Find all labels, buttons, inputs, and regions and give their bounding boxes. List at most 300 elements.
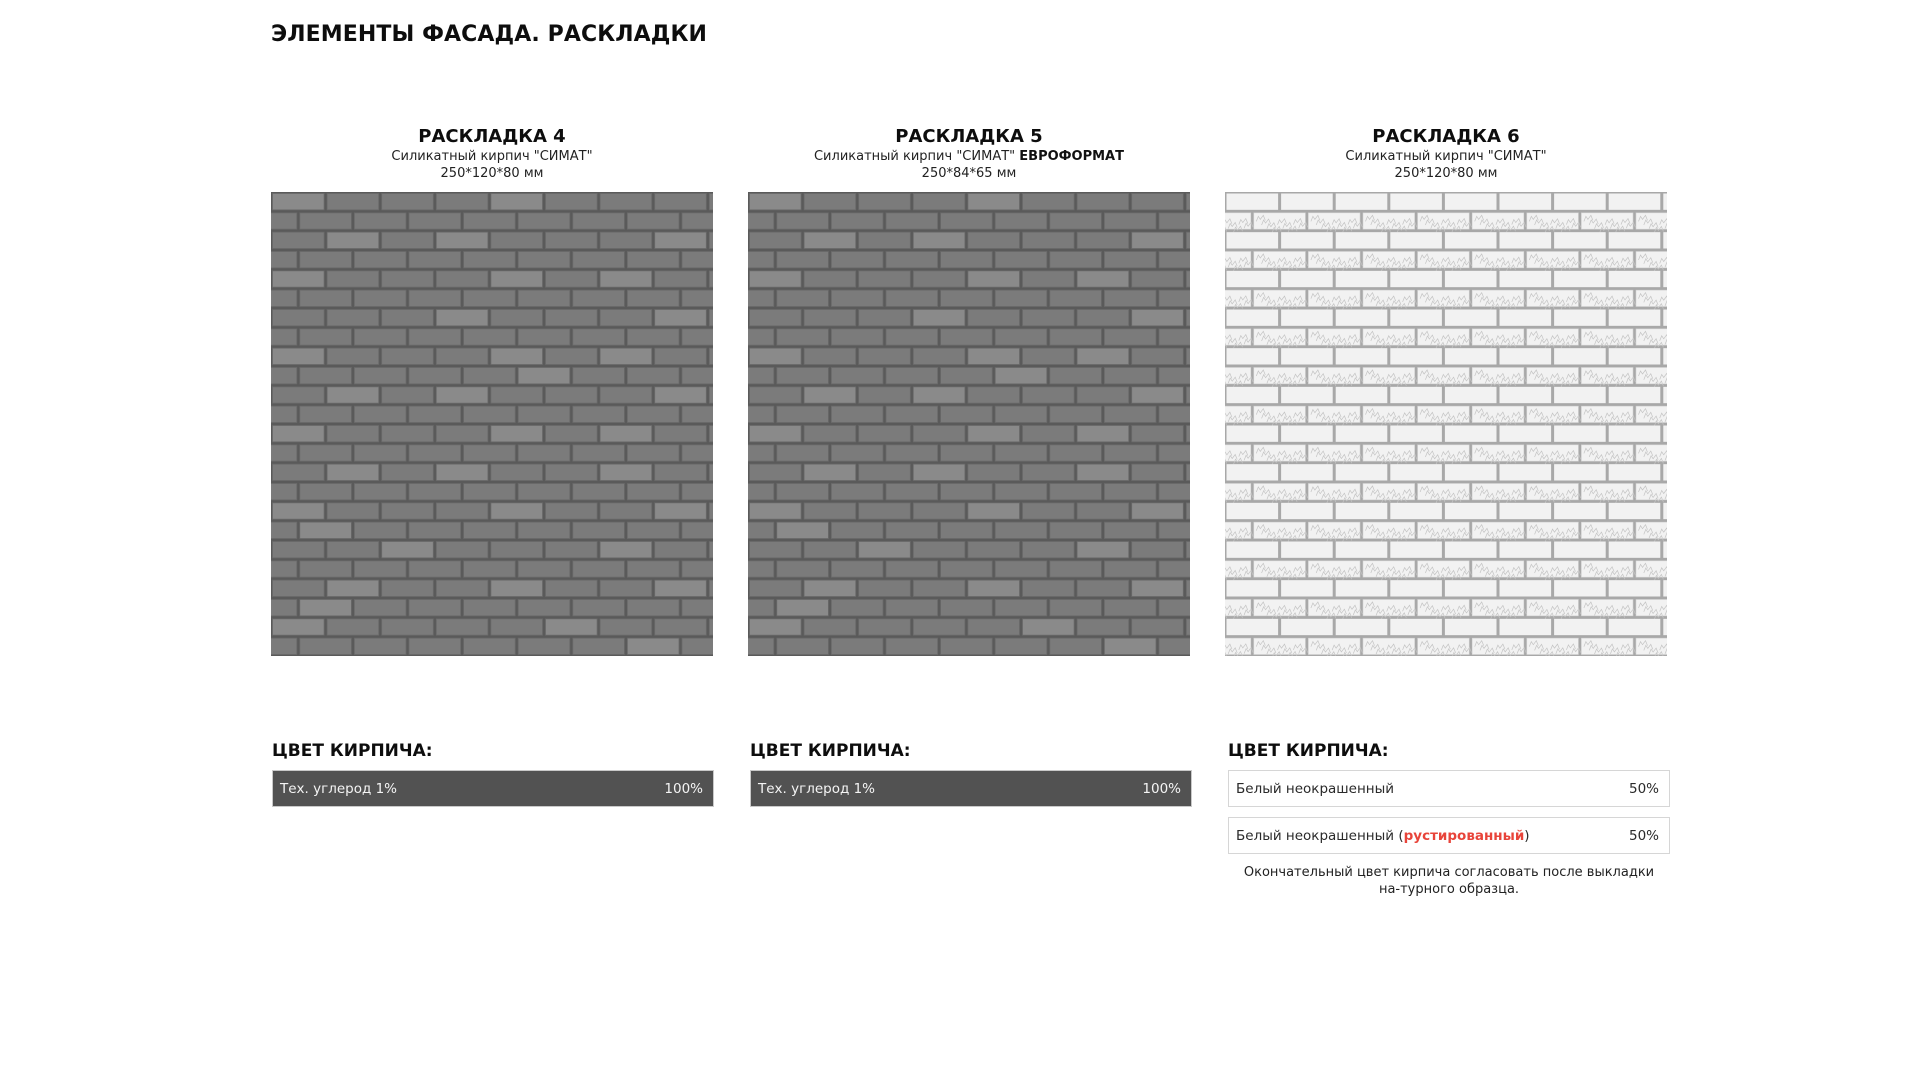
brick [1227,542,1279,558]
brick [655,348,707,364]
brick [968,464,1020,480]
brick [436,232,488,248]
brick [886,329,938,345]
brick [1500,464,1552,480]
brick [913,271,965,287]
brick [1281,580,1333,596]
brick [491,464,543,480]
brick [995,290,1047,306]
brick [627,561,679,577]
page-title: ЭЛЕМЕНТЫ ФАСАДА. РАСКЛАДКИ [271,22,708,47]
brick [1104,406,1156,422]
brick [1554,194,1606,210]
brick [546,580,598,596]
brick [464,445,516,461]
brick [995,638,1047,654]
brick [464,252,516,268]
brick [831,445,883,461]
brick [382,194,434,210]
brick [777,522,829,538]
brick [1390,503,1442,519]
brick [1132,310,1184,326]
brick [300,252,352,268]
brick [573,406,625,422]
brick [913,464,965,480]
brick [941,290,993,306]
brick [655,503,707,519]
brick [271,213,297,229]
brick [409,484,461,500]
brick [1159,213,1190,229]
brick [886,290,938,306]
brick [600,348,652,364]
layout-title: РАСКЛАДКА 6 [1372,126,1520,147]
brick [1500,580,1552,596]
brick [804,310,856,326]
color-row [272,770,714,807]
brick [271,484,297,500]
brick [518,329,570,345]
brick [1077,580,1129,596]
brick [1445,348,1497,364]
brick [546,542,598,558]
brick [1186,232,1190,248]
brick [831,290,883,306]
brick [1159,252,1190,268]
brick [886,213,938,229]
brick [627,522,679,538]
brick [1500,348,1552,364]
brick [750,503,802,519]
brick [709,464,713,480]
brick [1132,348,1184,364]
brick [655,271,707,287]
brick [1445,503,1497,519]
brick [1186,348,1190,364]
brick [273,232,325,248]
brick [273,619,325,635]
brick [491,580,543,596]
brick [573,368,625,384]
brick [409,213,461,229]
brick [1336,194,1388,210]
brick [1023,426,1075,442]
brick [1390,580,1442,596]
brick [1050,638,1102,654]
brick [709,348,713,364]
brick [709,194,713,210]
brick [409,445,461,461]
brick [748,213,774,229]
brick [271,561,297,577]
brick [1281,464,1333,480]
brick [913,387,965,403]
brick [409,252,461,268]
brick [1609,271,1661,287]
layout-card-6 [1225,126,1667,656]
brick [271,368,297,384]
layout-card-4 [271,126,713,656]
brick [1023,194,1075,210]
brick-pattern-panel [1225,192,1667,656]
brick [913,194,965,210]
brick [709,426,713,442]
brick [518,600,570,616]
brick [995,329,1047,345]
brick-color-section [750,740,1192,817]
brick [968,580,1020,596]
brick [546,310,598,326]
brick [1609,464,1661,480]
brick [913,503,965,519]
brick [1159,600,1190,616]
brick [300,445,352,461]
brick [913,542,965,558]
brick [1186,542,1190,558]
brick [859,542,911,558]
brick [409,638,461,654]
brick [859,387,911,403]
brick [777,290,829,306]
brick [436,426,488,442]
brick [1104,290,1156,306]
brick [682,290,713,306]
brick [1186,194,1190,210]
brick [748,484,774,500]
brick [1609,542,1661,558]
layout-material [271,148,713,165]
brick [382,580,434,596]
brick [327,503,379,519]
brick [859,194,911,210]
brick [886,252,938,268]
brick [273,580,325,596]
brick [1336,387,1388,403]
brick [941,368,993,384]
brick [913,619,965,635]
brick [546,271,598,287]
brick [941,445,993,461]
brick [1159,638,1190,654]
brick [1077,464,1129,480]
color-percent: 100% [1142,780,1181,797]
brick [354,406,406,422]
brick [464,484,516,500]
brick [464,638,516,654]
brick [777,561,829,577]
brick [1132,580,1184,596]
color-row [750,770,1192,807]
brick [1159,406,1190,422]
brick [913,232,965,248]
brick [1554,464,1606,480]
brick [1554,542,1606,558]
brick [655,232,707,248]
brick [859,232,911,248]
brick [1159,368,1190,384]
brick [1050,522,1102,538]
color-percent: 50% [1628,827,1659,844]
color-label-accent: рустированный [1403,827,1525,844]
brick [327,310,379,326]
brick [327,271,379,287]
brick [750,232,802,248]
brick [1050,290,1102,306]
brick [968,387,1020,403]
brick [491,232,543,248]
brick [1159,484,1190,500]
brick [1500,271,1552,287]
layout-header [1225,126,1667,192]
brick [709,271,713,287]
brick [1663,387,1667,403]
brick [354,329,406,345]
brick [1104,213,1156,229]
color-label: Тех. углерод 1% [758,780,876,797]
brick [1336,464,1388,480]
brick [1132,464,1184,480]
brick [1390,348,1442,364]
brick [968,348,1020,364]
brick [1500,310,1552,326]
brick [436,310,488,326]
brick [804,426,856,442]
brick [1609,619,1661,635]
brick [1077,542,1129,558]
brick [382,348,434,364]
brick [1159,329,1190,345]
brick [491,310,543,326]
brick [327,542,379,558]
brick [1104,600,1156,616]
brick [1132,542,1184,558]
brick [995,445,1047,461]
rusticated-brick [1363,638,1417,656]
brick [1104,329,1156,345]
brick [1186,619,1190,635]
brick [1132,426,1184,442]
brick [655,619,707,635]
brick [627,290,679,306]
brick [1500,426,1552,442]
brick [1663,580,1667,596]
brick [1663,271,1667,287]
brick [382,619,434,635]
brick [1445,310,1497,326]
brick [1159,290,1190,306]
brick [655,580,707,596]
brick [859,464,911,480]
brick [300,290,352,306]
brick [1227,232,1279,248]
layout-header [271,126,713,192]
brick [300,213,352,229]
brick [382,387,434,403]
brick [1132,271,1184,287]
brick [750,580,802,596]
brick [436,619,488,635]
brick [1023,310,1075,326]
brick [682,213,713,229]
brick [750,387,802,403]
brick [273,387,325,403]
brick [1663,194,1667,210]
brick [518,445,570,461]
brick [859,580,911,596]
brick [1554,580,1606,596]
brick [1023,580,1075,596]
brick [518,638,570,654]
brick [464,522,516,538]
brick [1336,271,1388,287]
brick [1227,426,1279,442]
brick [464,406,516,422]
brick [1050,484,1102,500]
brick [1500,194,1552,210]
brick [354,522,406,538]
brick [1227,387,1279,403]
brick [409,368,461,384]
brick [1390,619,1442,635]
brick [354,368,406,384]
brick [1281,271,1333,287]
brick [709,619,713,635]
brick [1663,619,1667,635]
brick [1609,348,1661,364]
brick [941,406,993,422]
brick [1104,561,1156,577]
brick [682,638,713,654]
brick [382,542,434,558]
brick [859,503,911,519]
rusticated-brick [1308,638,1362,656]
brick [1609,387,1661,403]
brick [491,387,543,403]
brick [436,580,488,596]
color-percent: 100% [664,780,703,797]
brick [1077,387,1129,403]
brick [831,252,883,268]
brick [750,348,802,364]
brick [546,194,598,210]
brick [409,600,461,616]
brick [831,213,883,229]
brick [804,464,856,480]
brick [1500,503,1552,519]
brick [327,232,379,248]
brick [382,464,434,480]
brick [271,445,297,461]
brick [941,329,993,345]
brick [1281,503,1333,519]
brick [1445,271,1497,287]
brick [804,542,856,558]
brick [831,522,883,538]
brick [748,600,774,616]
brick [1023,271,1075,287]
brick [627,638,679,654]
brick [1159,561,1190,577]
brick [600,271,652,287]
brick [1186,464,1190,480]
brick [600,387,652,403]
brick [491,271,543,287]
brick [273,271,325,287]
brick [748,368,774,384]
brick [300,638,352,654]
brick [1281,194,1333,210]
brick [382,310,434,326]
brick [968,619,1020,635]
brick [777,600,829,616]
brick [750,464,802,480]
brick [627,406,679,422]
brick [1023,542,1075,558]
brick [409,561,461,577]
brick [1077,348,1129,364]
brick [1445,194,1497,210]
brick-pattern-panel [748,192,1190,656]
brick [627,329,679,345]
brick [546,426,598,442]
brick-pattern-svg [271,192,713,656]
brick [464,561,516,577]
brick [655,310,707,326]
brick [1132,194,1184,210]
brick [804,348,856,364]
brick [382,271,434,287]
brick [886,600,938,616]
brick [655,464,707,480]
brick [1609,194,1661,210]
brick [995,484,1047,500]
brick [941,638,993,654]
brick [1132,387,1184,403]
brick [546,464,598,480]
brick [748,638,774,654]
brick [1186,426,1190,442]
brick [682,600,713,616]
brick [859,348,911,364]
brick [1132,619,1184,635]
brick [1663,348,1667,364]
brick [627,252,679,268]
brick [1554,310,1606,326]
brick [300,406,352,422]
layout-title: РАСКЛАДКА 5 [895,126,1043,147]
brick [518,213,570,229]
rusticated-brick [1581,638,1635,656]
brick [1336,619,1388,635]
brick [831,329,883,345]
brick [1445,542,1497,558]
brick [1227,464,1279,480]
brick [491,503,543,519]
brick [627,213,679,229]
brick [941,252,993,268]
rusticated-brick [1636,638,1667,656]
rusticated-brick [1254,638,1308,656]
brick [1336,348,1388,364]
brick [600,426,652,442]
layout-dimensions: 250*84*65 мм [921,166,1017,181]
brick [1336,580,1388,596]
brick [436,348,488,364]
brick [1663,464,1667,480]
brick [573,484,625,500]
brick [748,290,774,306]
brick [273,464,325,480]
